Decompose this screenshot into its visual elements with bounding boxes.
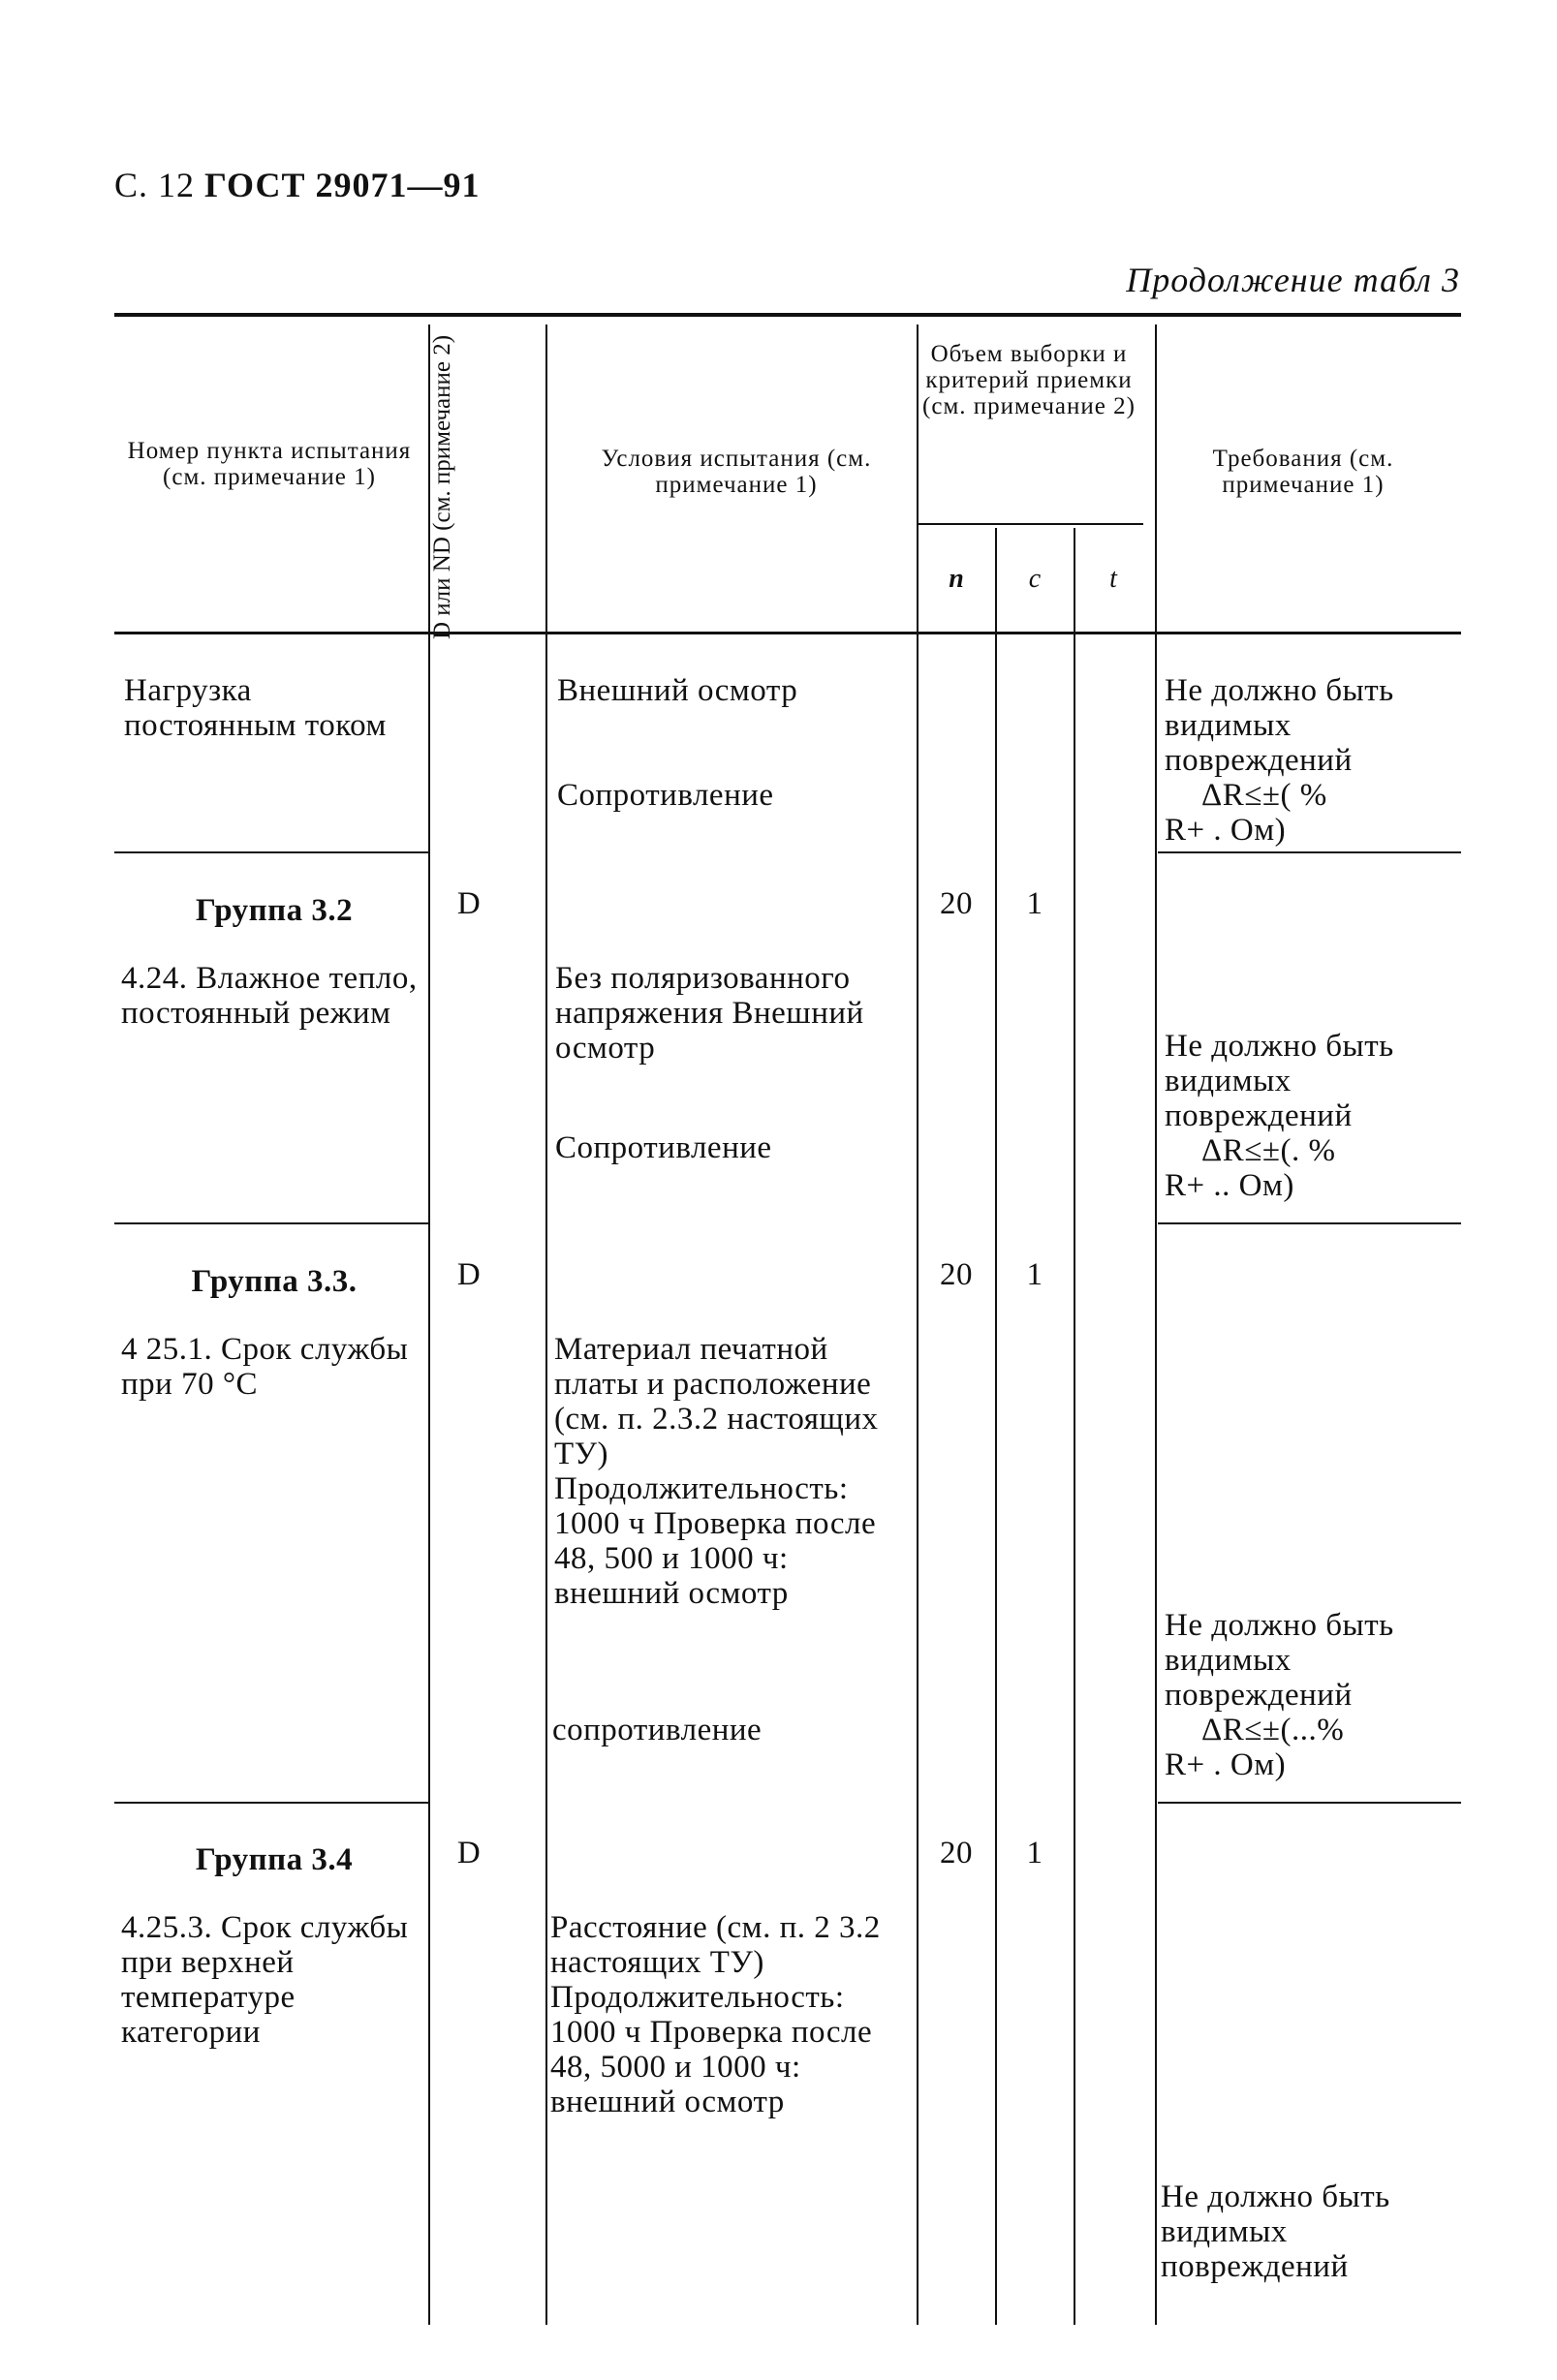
section3-condition-2: сопротивление xyxy=(552,1713,763,1747)
section-rule-3 xyxy=(114,1802,429,1804)
section3-n: 20 xyxy=(940,1257,973,1292)
section2-requirement-3: R+ .. Ом) xyxy=(1165,1168,1294,1203)
col-divider-4 xyxy=(995,528,997,2325)
section2-requirement-1: Не должно быть видимых повреждений xyxy=(1165,1029,1394,1133)
section-rule-1b xyxy=(1158,851,1461,853)
section1-requirement-3: R+ . Ом) xyxy=(1165,813,1287,848)
section4-requirement-1: Не должно быть видимых повреждений xyxy=(1161,2179,1390,2284)
col-divider-3 xyxy=(917,325,919,2325)
section3-requirement-3: R+ . Ом) xyxy=(1165,1747,1287,1782)
header-c: c xyxy=(1028,564,1042,594)
section3-item: 4 25.1. Срок службы при 70 °С xyxy=(121,1332,409,1402)
table-header-rule xyxy=(114,632,1461,634)
header-conditions: Условия испытания (см. примечание 1) xyxy=(601,446,872,498)
col-divider-6 xyxy=(1155,325,1157,2325)
section4-condition-1: Расстояние (см. п. 2 3.2 настоящих ТУ) Продолжительность: 1000 ч Проверка после 48, 5000 и 1000 ч: внешний осмотр xyxy=(550,1910,881,2119)
header-item-number: Номер пункта испытания (см. примечание 1) xyxy=(127,438,412,490)
header-requirements: Требования (см. примечание 1) xyxy=(1212,446,1394,498)
section1-requirement-1: Не должно быть видимых повреждений xyxy=(1165,673,1394,778)
header-t: t xyxy=(1109,564,1117,594)
section1-condition-2: Сопротивление xyxy=(557,778,774,813)
section2-requirement-2: ΔR≤±(. % xyxy=(1201,1133,1336,1168)
col-divider-2 xyxy=(545,325,547,2325)
section4-dnd: D xyxy=(456,1836,482,1870)
header-n: n xyxy=(949,564,964,594)
section3-group: Группа 3.3. xyxy=(191,1264,358,1299)
section-rule-2 xyxy=(114,1222,429,1224)
section3-c: 1 xyxy=(1026,1257,1043,1292)
section3-requirement-1: Не должно быть видимых повреждений xyxy=(1165,1608,1394,1713)
section-rule-2b xyxy=(1158,1222,1461,1224)
section2-condition-1: Без поляризованного напряжения Внешний осмотр xyxy=(555,961,864,1066)
section2-group: Группа 3.2 xyxy=(195,893,354,928)
page-number: С. 12 xyxy=(114,166,205,204)
header-sample-size: Объем выборки и критерий приемки (см. примечание 2) xyxy=(922,341,1136,419)
section2-condition-2: Сопротивление xyxy=(555,1130,772,1165)
table-top-rule xyxy=(114,313,1461,317)
section2-dnd: D xyxy=(456,886,482,921)
section2-n: 20 xyxy=(940,886,973,921)
section4-n: 20 xyxy=(940,1836,973,1870)
section-rule-3b xyxy=(1158,1802,1461,1804)
section3-condition-1: Материал печатной платы и расположение (см. п. 2.3.2 настоящих ТУ) Продолжительность: 1000 ч Проверка после 48, 500 и 1000 ч: внешний осмотр xyxy=(554,1332,879,1611)
section1-item: Нагрузка постоянным током xyxy=(124,673,387,743)
header-d-nd: D или ND (см. примечание 2) xyxy=(429,334,455,639)
section3-requirement-2: ΔR≤±(...% xyxy=(1201,1713,1345,1747)
page-header xyxy=(114,165,480,205)
document-title: ГОСТ 29071—91 xyxy=(204,166,481,204)
section2-c: 1 xyxy=(1026,886,1043,921)
section1-condition-1: Внешний осмотр xyxy=(557,673,798,708)
table-continuation-label: Продолжение табл 3 xyxy=(1126,261,1460,299)
section4-item: 4.25.3. Срок службы при верхней температуре категории xyxy=(121,1910,409,2050)
section4-c: 1 xyxy=(1026,1836,1043,1870)
section1-requirement-2: ΔR≤±( % xyxy=(1201,778,1327,813)
section-rule-1 xyxy=(114,851,429,853)
section4-group: Группа 3.4 xyxy=(195,1842,354,1877)
section2-item: 4.24. Влажное тепло, постоянный режим xyxy=(121,961,418,1031)
subheader-rule xyxy=(919,523,1143,525)
section3-dnd: D xyxy=(456,1257,482,1292)
col-divider-5 xyxy=(1074,528,1075,2325)
